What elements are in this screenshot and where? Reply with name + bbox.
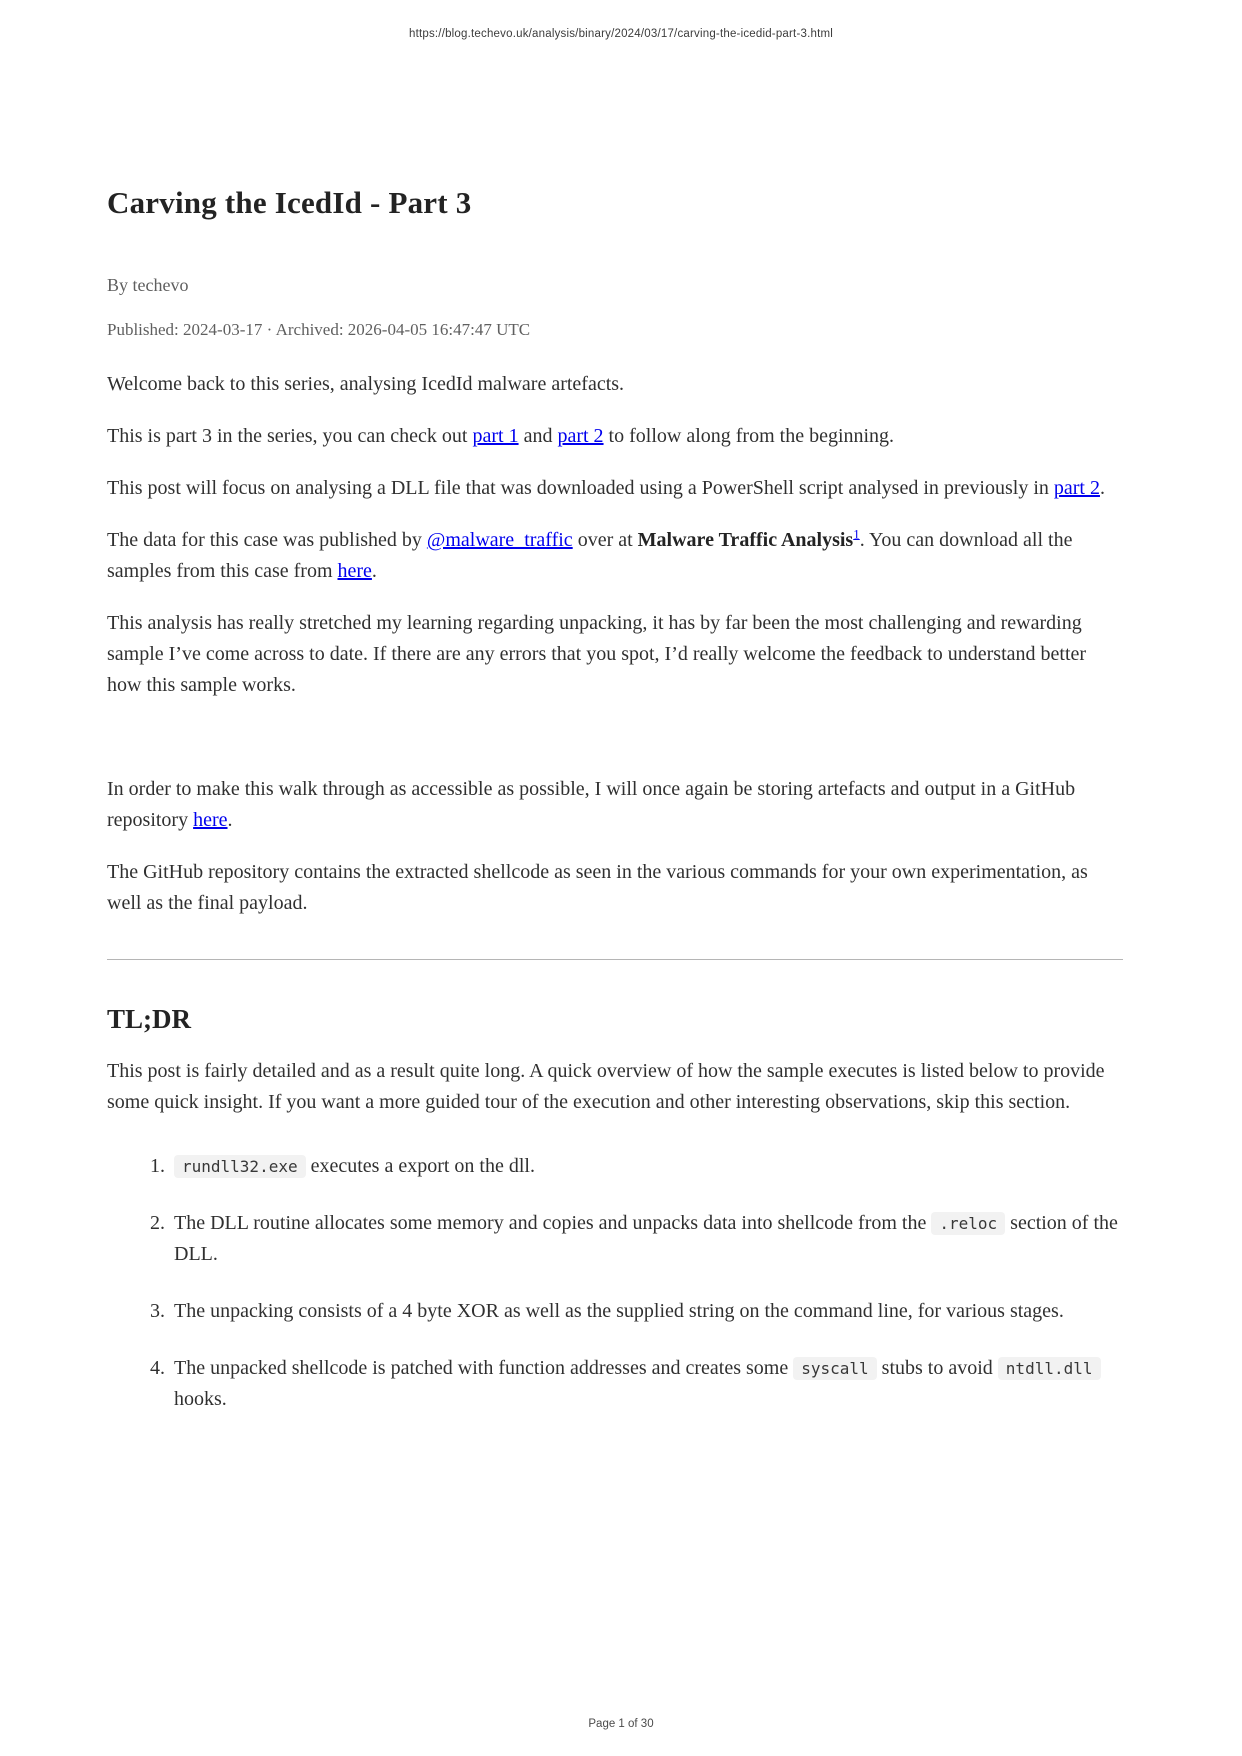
inline-code: .reloc	[931, 1212, 1005, 1235]
footnote-ref	[853, 526, 860, 541]
page-title: Carving the IcedId - Part 3	[107, 185, 472, 220]
published-archived-meta: Published: 2024-03-17 · Archived: 2026-04-05 16:47:47 UTC	[107, 319, 531, 339]
list-item: 3. The unpacking consists of a 4 byte XOR as well as the supplied string on the command line, for various stages.	[170, 1296, 1123, 1327]
inline-code: syscall	[793, 1357, 876, 1380]
samples-download-link[interactable]: here	[337, 559, 372, 582]
list-item: 1. rundll32.exe executes a export on the dll.	[170, 1151, 1123, 1182]
inline-code: rundll32.exe	[174, 1155, 306, 1178]
part-2-link[interactable]: part 2	[557, 424, 604, 447]
list-item: 4. The unpacked shellcode is patched with function addresses and creates some syscall stubs to avoid ntdll.dll hooks.	[170, 1353, 1123, 1415]
section-divider	[107, 959, 1123, 960]
tldr-intro: This post is fairly detailed and as a result quite long. A quick overview of how the sample executes is listed below to provide some quick insight. If you want a more guided tour of the execution and other interesting observations, skip this section.	[107, 1059, 1105, 1113]
paragraph-data-source: The data for this case was published by @malware_traffic over at Malware Traffic Analysis$^1$. You can download all the samples from this case from here.	[107, 526, 1073, 582]
tldr-steps-list	[107, 1151, 1123, 1415]
paragraph-welcome: Welcome back to this series, analysing IcedId malware artefacts.	[107, 372, 625, 395]
list-item: 2. The DLL routine allocates some memory and copies and unpacks data into shellcode from the .reloc section of the DLL.	[170, 1208, 1123, 1270]
github-repo-link[interactable]: here	[193, 808, 228, 831]
footnote-1-link[interactable]: 1	[853, 526, 860, 542]
byline: By techevo	[107, 274, 189, 295]
paragraph-learning: This analysis has really stretched my learning regarding unpacking, it has by far been the most challenging and rewarding sample I’ve come across to date. If there are any errors that you spot, I’d really welcome the feedback to understand better how this sample works.	[107, 611, 1087, 696]
page-number: Page 1 of 30	[588, 1718, 654, 1730]
tldr-heading: TL;DR	[107, 1003, 192, 1034]
part-2-link[interactable]: part 2	[1053, 476, 1100, 499]
paragraph-series: This is part 3 in the series, you can check out part 1 and part 2 to follow along from the beginning.	[107, 424, 895, 447]
print-header-url: https://blog.techevo.uk/analysis/binary/2024/03/17/carving-the-icedid-part-3.html	[408, 28, 834, 40]
inline-code: ntdll.dll	[998, 1357, 1101, 1380]
bold-text: Malware Traffic Analysis	[637, 528, 854, 551]
article	[107, 0, 1123, 1441]
malware-traffic-link[interactable]: @malware_traffic	[426, 528, 573, 551]
paragraph-github: In order to make this walk through as accessible as possible, I will once again be storing artefacts and output in a GitHub repository here.	[107, 777, 1076, 831]
paragraph-focus: This post will focus on analysing a DLL file that was downloaded using a PowerShell script analysed in previously in part 2.	[107, 476, 1105, 499]
part-1-link[interactable]: part 1	[472, 424, 519, 447]
paragraph-repo-contents: The GitHub repository contains the extracted shellcode as seen in the various commands for your own experimentation, as well as the final payload.	[107, 860, 1088, 914]
